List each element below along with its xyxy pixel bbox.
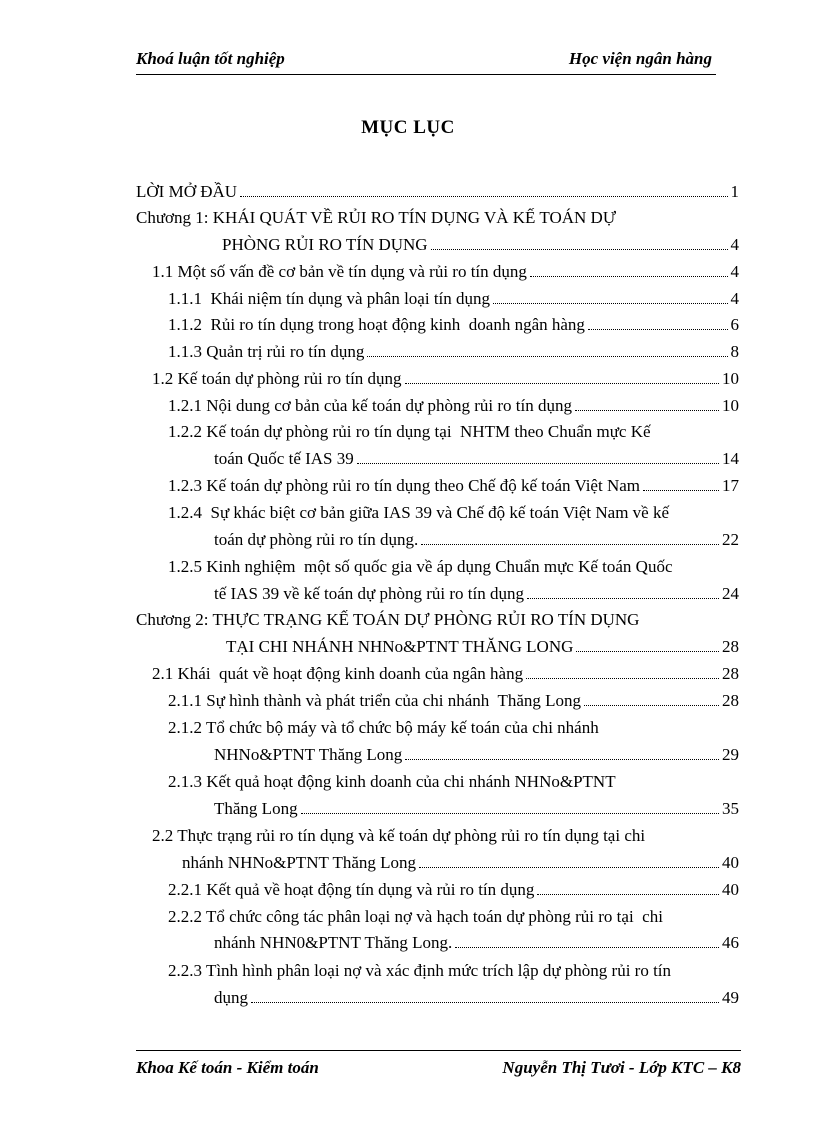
- toc-leader: [584, 705, 719, 706]
- toc-entry: [136, 207, 616, 229]
- toc-entry: [136, 609, 639, 631]
- footer-right: Nguyễn Thị Tươi - Lớp KTC – K8: [502, 1058, 741, 1077]
- toc-leader: [588, 329, 728, 330]
- toc-text: 2.1.2 Tổ chức bộ máy và tổ chức bộ máy kế toán của chi nhánh: [168, 718, 599, 737]
- toc-entry: [214, 798, 739, 820]
- toc-page: 49: [722, 988, 739, 1007]
- toc-entry: [214, 583, 739, 605]
- toc-text: NHNo&PTNT Thăng Long: [214, 745, 403, 764]
- toc-text: Chương 2: THỰC TRẠNG KẾ TOÁN DỰ PHÒNG RỦI RO TÍN DỤNG: [136, 610, 640, 629]
- toc-entry: [152, 261, 739, 283]
- toc-page: 6: [730, 315, 739, 334]
- toc-page: 28: [722, 637, 739, 656]
- page-footer: [136, 1050, 741, 1077]
- toc-leader: [240, 196, 727, 197]
- toc-page: 40: [722, 880, 739, 899]
- header-left: Khoá luận tốt nghiệp: [136, 49, 285, 68]
- toc-text: Thăng Long: [214, 799, 298, 818]
- toc-text: 2.1.1 Sự hình thành và phát triển của chi nhánh Thăng Long: [168, 691, 582, 710]
- toc-text: 2.1.3 Kết quả hoạt động kinh doanh của chi nhánh NHNo&PTNT: [168, 772, 616, 791]
- toc-text: LỜI MỞ ĐẦU: [136, 182, 238, 201]
- toc-entry: [214, 744, 739, 766]
- page-title: MỤC LỤC: [361, 117, 455, 138]
- toc-leader: [526, 678, 719, 679]
- toc-entry: [168, 690, 739, 712]
- toc-text: 2.2.3 Tình hình phân loại nợ và xác định mức trích lập dự phòng rủi ro tín: [168, 961, 672, 980]
- toc-entry: [182, 852, 739, 874]
- toc-text: dụng: [214, 988, 248, 1007]
- toc-page: 10: [722, 396, 739, 415]
- toc-text: 2.2 Thực trạng rủi ro tín dụng và kế toán dự phòng rủi ro tín dụng tại chi: [152, 826, 646, 845]
- toc-page: 4: [730, 235, 739, 254]
- toc-text: Chương 1: KHÁI QUÁT VỀ RỦI RO TÍN DỤNG VÀ KẾ TOÁN DỰ: [136, 208, 617, 227]
- toc-leader: [301, 813, 719, 814]
- toc-text: 2.1 Khái quát về hoạt động kinh doanh của ngân hàng: [152, 664, 524, 683]
- toc-leader: [421, 544, 719, 545]
- toc-text: PHÒNG RỦI RO TÍN DỤNG: [222, 235, 428, 254]
- toc-entry: [168, 771, 616, 793]
- toc-text: 1.2.3 Kế toán dự phòng rủi ro tín dụng theo Chế độ kế toán Việt Nam: [168, 476, 640, 495]
- toc-leader: [527, 598, 719, 599]
- toc-page: 35: [722, 799, 739, 818]
- toc-page: 28: [722, 664, 739, 683]
- toc-entry: [168, 717, 599, 739]
- toc-page: 1: [730, 182, 739, 201]
- toc-leader: [530, 276, 728, 277]
- toc-entry: [214, 932, 739, 954]
- toc-page: 40: [722, 853, 739, 872]
- toc-entry: [168, 556, 673, 578]
- toc-entry: [168, 502, 669, 524]
- toc-page: 22: [722, 530, 739, 549]
- toc-entry: [136, 181, 739, 203]
- toc-text: toán dự phòng rủi ro tín dụng.: [214, 530, 419, 549]
- toc-page: 29: [722, 745, 739, 764]
- toc-entry: [168, 960, 671, 982]
- toc-entry: [168, 879, 739, 901]
- toc-leader: [643, 490, 719, 491]
- toc-leader: [357, 463, 719, 464]
- toc-page: 10: [722, 369, 739, 388]
- toc-text: 1.2.5 Kinh nghiệm một số quốc gia về áp dụng Chuẩn mực Kế toán Quốc: [168, 557, 673, 576]
- footer-left: Khoa Kế toán - Kiểm toán: [136, 1058, 319, 1077]
- toc-page: 46: [722, 933, 739, 952]
- toc-text: 1.1 Một số vấn đề cơ bản về tín dụng và rủi ro tín dụng: [152, 262, 527, 281]
- toc-leader: [493, 303, 727, 304]
- toc-entry: [214, 987, 739, 1009]
- toc-entry: [168, 288, 739, 310]
- toc-entry: [168, 906, 663, 928]
- toc-text: nhánh NHN0&PTNT Thăng Long.: [214, 933, 453, 952]
- toc-leader: [405, 383, 719, 384]
- toc-leader: [575, 410, 719, 411]
- toc-entry: [214, 448, 739, 470]
- toc-page: 24: [722, 584, 739, 603]
- toc-page: 4: [730, 262, 739, 281]
- toc-text: nhánh NHNo&PTNT Thăng Long: [182, 853, 417, 872]
- toc-text: TẠI CHI NHÁNH NHNo&PTNT THĂNG LONG: [226, 637, 574, 656]
- toc-text: 1.2.1 Nội dung cơ bản của kế toán dự phòng rủi ro tín dụng: [168, 396, 572, 415]
- toc-entry: [214, 529, 739, 551]
- toc-text: 1.1.2 Rủi ro tín dụng trong hoạt động kinh doanh ngân hàng: [168, 315, 585, 334]
- toc-text: 2.2.2 Tổ chức công tác phân loại nợ và hạch toán dự phòng rủi ro tại chi: [168, 907, 663, 926]
- toc-text: 1.2.2 Kế toán dự phòng rủi ro tín dụng tại NHTM theo Chuẩn mực Kế: [168, 422, 651, 441]
- toc-page: 4: [730, 289, 739, 308]
- toc-text: 1.2 Kế toán dự phòng rủi ro tín dụng: [152, 369, 402, 388]
- toc-leader: [537, 894, 719, 895]
- toc-entry: [152, 663, 739, 685]
- toc-leader: [367, 356, 727, 357]
- toc-entry: [168, 421, 651, 443]
- toc-text: 1.1.1 Khái niệm tín dụng và phân loại tín dụng: [168, 289, 491, 308]
- toc-page: 28: [722, 691, 739, 710]
- header-right: Học viện ngân hàng: [568, 49, 712, 68]
- toc-leader: [405, 759, 719, 760]
- toc-text: 1.1.3 Quản trị rủi ro tín dụng: [168, 342, 365, 361]
- toc-entry: [222, 234, 739, 256]
- toc-leader: [431, 249, 728, 250]
- page-header: [136, 48, 716, 75]
- toc-entry: [168, 395, 739, 417]
- toc-entry: [152, 368, 739, 390]
- toc-leader: [251, 1002, 719, 1003]
- toc-text: 2.2.1 Kết quả về hoạt động tín dụng và rủi ro tín dụng: [168, 880, 535, 899]
- toc-entry: [168, 475, 739, 497]
- toc-leader: [455, 947, 719, 948]
- toc-leader: [576, 651, 719, 652]
- toc-text: 1.2.4 Sự khác biệt cơ bản giữa IAS 39 và Chế độ kế toán Việt Nam về kế: [168, 503, 670, 522]
- toc-leader: [419, 867, 719, 868]
- toc-text: toán Quốc tế IAS 39: [214, 449, 354, 468]
- toc-entry: [152, 825, 645, 847]
- toc-page: 17: [722, 476, 739, 495]
- toc-text: tế IAS 39 về kế toán dự phòng rủi ro tín dụng: [214, 584, 524, 603]
- toc-entry: [226, 636, 739, 658]
- toc-entry: [168, 341, 739, 363]
- toc-page: 8: [730, 342, 739, 361]
- toc-page: 14: [722, 449, 739, 468]
- toc-entry: [168, 314, 739, 336]
